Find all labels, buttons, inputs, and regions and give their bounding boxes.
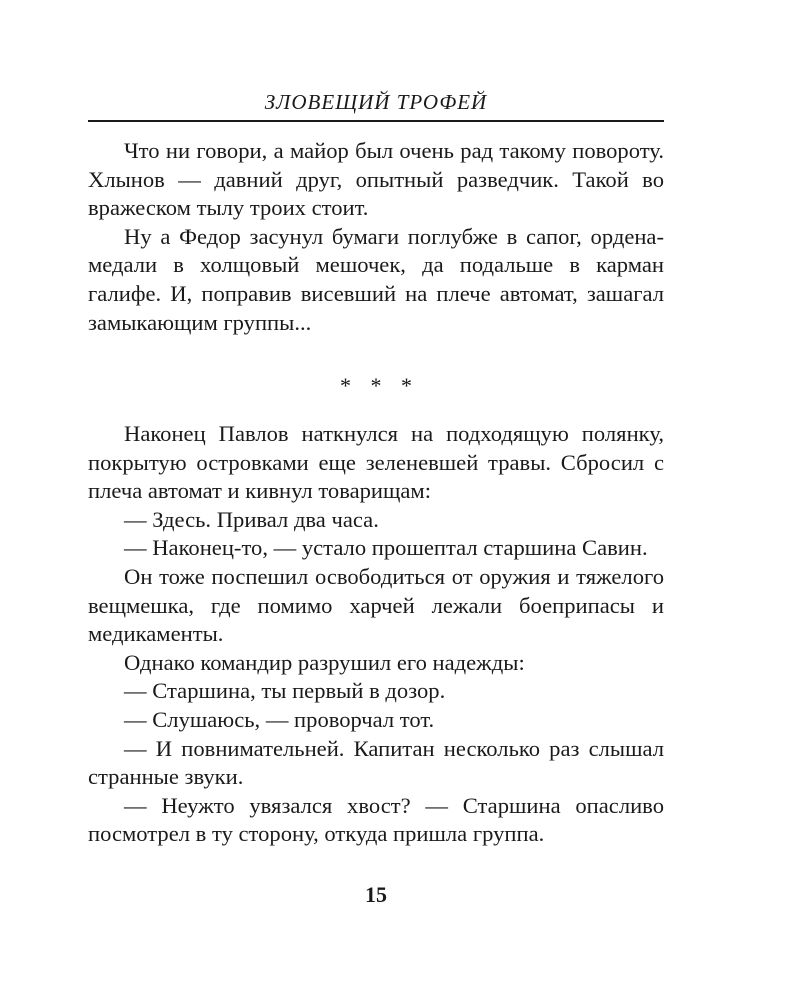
running-title: ЗЛОВЕЩИЙ ТРОФЕЙ [264,90,488,114]
text-section-2 [88,420,664,849]
book-page [88,0,664,1000]
header-rule [88,120,664,122]
section-separator: * * * [340,373,412,398]
paragraph: Наконец Павлов наткнулся на подходящую полянку, покрытую островками еще зеленевшей травы. Сбросил с плеча автомат и кивнул товарищам: [88,421,664,504]
dialogue-line: — Слушаюсь, — проворчал тот. [124,706,435,732]
paragraph: Ну а Федор засунул бумаги поглубже в сапог, ордена-медали в холщовый мешочек, да подальше в карман галифе. И, поправив висевший на плече автомат, зашагал замыкающим группы... [88,223,664,335]
dialogue-line: — Неужто увязался хвост? — Старшина опасливо посмотрел в ту сторону, откуда пришла группа. [88,792,664,847]
text-section-1 [88,137,664,337]
paragraph: Он тоже поспешил освободиться от оружия и тяжелого вещмешка, где помимо харчей лежали боеприпасы и медикаменты. [88,563,664,647]
dialogue-line: — И повнимательней. Капитан несколько раз слышал странные звуки. [88,735,664,790]
dialogue-line: — Старшина, ты первый в дозор. [124,678,446,704]
page-number: 15 [365,882,387,907]
paragraph: Однако командир разрушил его надежды: [124,649,525,675]
dialogue-line: — Здесь. Привал два часа. [124,506,379,532]
dialogue-line: — Наконец-то, — устало прошептал старшина Савин. [124,535,648,561]
paragraph: Что ни говори, а майор был очень рад такому повороту. Хлынов — давний друг, опытный разведчик. Такой во вражеском тылу троих стоит. [88,138,664,221]
